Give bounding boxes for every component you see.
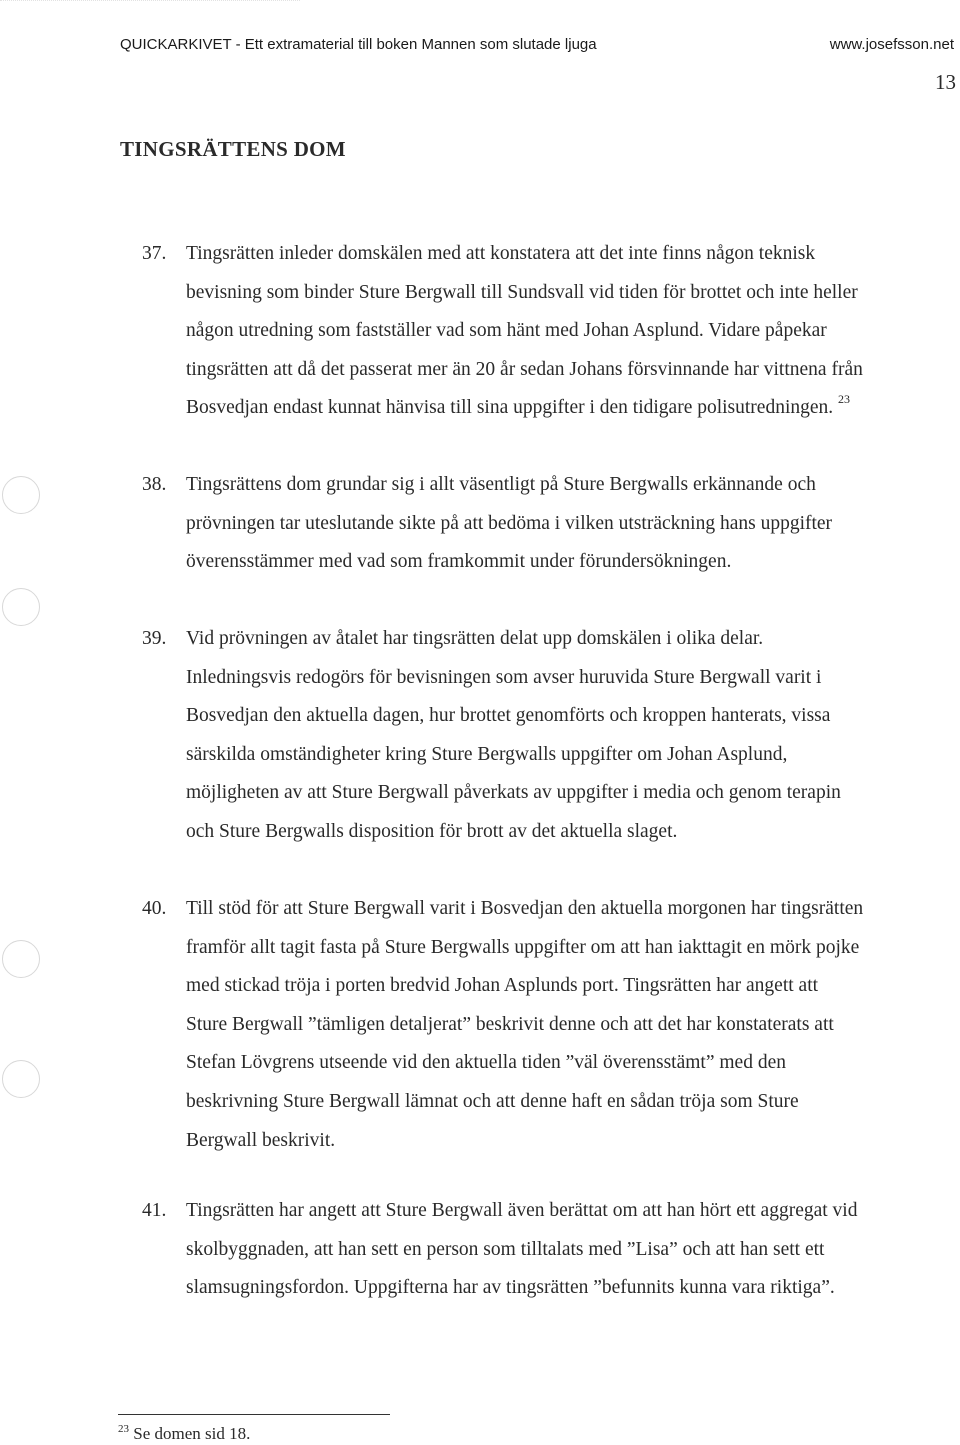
paragraph-40 — [142, 890, 960, 1160]
scan-artifact — [0, 0, 300, 4]
text-line: slamsugningsfordon. Uppgifterna har av tingsrätten ”befunnits kunna vara riktiga”. — [186, 1277, 835, 1299]
paragraph-38 — [142, 466, 960, 582]
text-line — [186, 389, 960, 428]
paragraph-39 — [142, 620, 960, 852]
text-line: Inledningsvis redogörs för bevisningen som avser huruvida Sture Bergwall varit i — [186, 666, 822, 688]
text-line: framför allt tagit fasta på Sture Bergwalls uppgifter om att han iakttagit en mörk pojke — [186, 936, 860, 958]
punch-hole-mark — [2, 940, 40, 978]
paragraph-text — [186, 1192, 960, 1308]
text-line: tingsrätten att då det passerat mer än 20 år sedan Johans försvinnande har vittnena från — [186, 358, 863, 380]
text-line: särskilda omständigheter kring Sture Bergwalls uppgifter om Johan Asplund, — [186, 743, 788, 765]
page-number: 13 — [935, 70, 956, 94]
punch-hole-mark — [2, 588, 40, 626]
paragraph-text — [186, 466, 960, 582]
paragraph-number: 41. — [142, 1200, 167, 1221]
text-line: Tingsrättens dom grundar sig i allt väsentligt på Sture Bergwalls erkännande och — [186, 474, 816, 495]
paragraph-41 — [142, 1192, 960, 1308]
text-line: Vid prövningen av åtalet har tingsrätten delat upp domskälen i olika delar. — [186, 628, 764, 649]
text-line: Till stöd för att Sture Bergwall varit i Bosvedjan den aktuella morgonen har tingsrätten — [186, 898, 864, 919]
text-line: bevisning som binder Sture Bergwall till Sundsvall vid tiden för brottet och inte heller — [186, 281, 858, 303]
punch-hole-mark — [2, 476, 40, 514]
text-line: skolbyggnaden, att han sett en person som tilltalats med ”Lisa” och att han sett ett — [186, 1238, 825, 1260]
text-line: någon utredning som fastställer vad som hänt med Johan Asplund. Vidare påpekar — [186, 320, 827, 342]
paragraph-text — [186, 890, 960, 1160]
footnote-text: Se domen sid 18. — [133, 1424, 251, 1443]
text-line: prövningen tar uteslutande sikte på att bedöma i vilken utsträckning hans uppgifter — [186, 512, 833, 534]
paragraph-number: 39. — [142, 628, 167, 649]
footnote-divider — [118, 1414, 390, 1415]
text-line-content: Bosvedjan endast kunnat hänvisa till sina uppgifter i den tidigare polisutredningen. — [186, 397, 834, 419]
text-line: Tingsrätten inleder domskälen med att konstatera att det inte finns någon teknisk — [186, 243, 816, 264]
text-line: Tingsrätten har angett att Sture Bergwall även berättat om att han hört ett aggregat vid — [186, 1200, 858, 1221]
text-line: överensstämmer med vad som framkommit under förundersökningen. — [186, 551, 732, 573]
footnote — [118, 1424, 250, 1444]
text-line: och Sture Bergwalls disposition för brott av det aktuella slaget. — [186, 820, 678, 842]
paragraph-number: 37. — [142, 243, 167, 264]
text-line: möjligheten av att Sture Bergwall påverkats av uppgifter i media och genom terapin — [186, 782, 841, 804]
text-line: med stickad tröja i porten bredvid Johan Asplunds port. Tingsrätten har angett att — [186, 975, 819, 997]
footnote-number: 23 — [118, 1423, 129, 1435]
paragraph-text — [186, 235, 960, 428]
punch-hole-mark — [2, 1060, 40, 1098]
document-header-title: QUICKARKIVET - Ett extramaterial till boken Mannen som slutade ljuga — [120, 36, 597, 53]
text-line: Stefan Lövgrens utseende vid den aktuella tiden ”väl överensstämt” med den — [186, 1052, 786, 1074]
paragraph-number: 38. — [142, 474, 167, 495]
text-line: beskrivning Sture Bergwall lämnat och att denne haft en sådan tröja som Sture — [186, 1090, 799, 1112]
text-line: Sture Bergwall ”tämligen detaljerat” beskrivit denne och att det har konstaterats att — [186, 1013, 834, 1035]
section-heading: TINGSRÄTTENS DOM — [120, 137, 346, 161]
paragraph-37 — [142, 235, 960, 428]
paragraph-number: 40. — [142, 898, 167, 919]
document-header-url: www.josefsson.net — [829, 36, 954, 53]
text-line: Bosvedjan den aktuella dagen, hur brottet genomförts och kroppen hanterats, vissa — [186, 705, 831, 727]
footnote-reference[interactable]: 23 — [838, 392, 851, 407]
paragraph-text — [186, 620, 960, 852]
text-line: Bergwall beskrivit. — [186, 1129, 336, 1151]
